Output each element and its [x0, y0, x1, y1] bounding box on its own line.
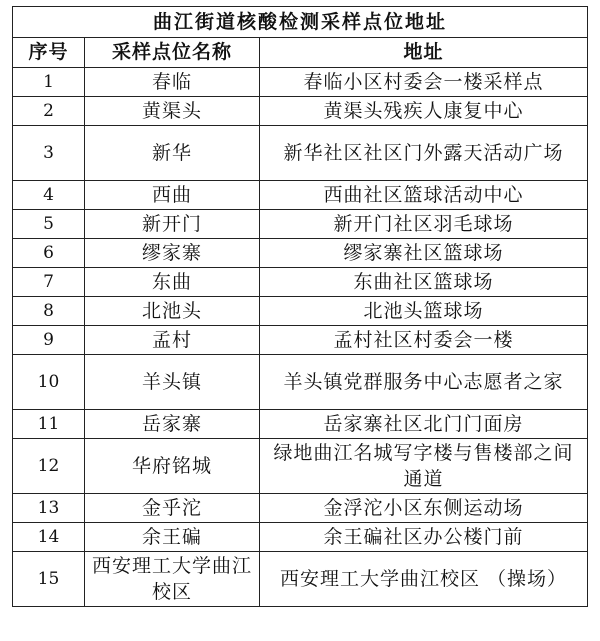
table-row [13, 268, 588, 297]
site-name: 余王碥 [85, 523, 260, 552]
row-number: 12 [13, 439, 85, 494]
table-row [13, 297, 588, 326]
site-name: 东曲 [85, 268, 260, 297]
site-address: 绿地曲江名城写字楼与售楼部之间通道 [260, 439, 588, 494]
site-address: 缪家寨社区篮球场 [260, 239, 588, 268]
row-number: 4 [13, 181, 85, 210]
site-name: 羊头镇 [85, 355, 260, 410]
site-name: 黄渠头 [85, 97, 260, 126]
table-row [13, 410, 588, 439]
site-name: 新华 [85, 126, 260, 181]
header-row [13, 38, 588, 68]
site-address: 羊头镇党群服务中心志愿者之家 [260, 355, 588, 410]
site-name: 华府铭城 [85, 439, 260, 494]
table-row [13, 439, 588, 494]
table-row [13, 355, 588, 410]
table-row [13, 126, 588, 181]
header-no: 序号 [13, 38, 85, 68]
row-number: 14 [13, 523, 85, 552]
row-number: 6 [13, 239, 85, 268]
sampling-sites-table [12, 6, 588, 607]
site-address: 金浮沱小区东侧运动场 [260, 494, 588, 523]
row-number: 15 [13, 552, 85, 607]
site-address: 新开门社区羽毛球场 [260, 210, 588, 239]
site-address: 春临小区村委会一楼采样点 [260, 68, 588, 97]
row-number: 3 [13, 126, 85, 181]
table-row [13, 326, 588, 355]
table-row [13, 552, 588, 607]
site-address: 余王碥社区办公楼门前 [260, 523, 588, 552]
site-address: 西安理工大学曲江校区 （操场） [260, 552, 588, 607]
site-name: 岳家寨 [85, 410, 260, 439]
header-address: 地址 [260, 38, 588, 68]
table-row [13, 494, 588, 523]
site-name: 金乎沱 [85, 494, 260, 523]
header-name: 采样点位名称 [85, 38, 260, 68]
site-name: 春临 [85, 68, 260, 97]
site-address: 西曲社区篮球活动中心 [260, 181, 588, 210]
site-address: 孟村社区村委会一楼 [260, 326, 588, 355]
row-number: 13 [13, 494, 85, 523]
table-row [13, 97, 588, 126]
site-address: 北池头篮球场 [260, 297, 588, 326]
site-name: 新开门 [85, 210, 260, 239]
row-number: 7 [13, 268, 85, 297]
table-row [13, 523, 588, 552]
table-row [13, 239, 588, 268]
row-number: 2 [13, 97, 85, 126]
site-address: 东曲社区篮球场 [260, 268, 588, 297]
sampling-sites-document [12, 6, 588, 607]
site-address: 岳家寨社区北门门面房 [260, 410, 588, 439]
row-number: 8 [13, 297, 85, 326]
site-address: 黄渠头残疾人康复中心 [260, 97, 588, 126]
row-number: 9 [13, 326, 85, 355]
site-name: 北池头 [85, 297, 260, 326]
site-name: 孟村 [85, 326, 260, 355]
row-number: 11 [13, 410, 85, 439]
table-row [13, 68, 588, 97]
table-title: 曲江街道核酸检测采样点位地址 [13, 7, 588, 38]
site-name: 西曲 [85, 181, 260, 210]
row-number: 10 [13, 355, 85, 410]
row-number: 1 [13, 68, 85, 97]
row-number: 5 [13, 210, 85, 239]
site-address: 新华社区社区门外露天活动广场 [260, 126, 588, 181]
table-row [13, 210, 588, 239]
table-row [13, 181, 588, 210]
site-name: 西安理工大学曲江校区 [85, 552, 260, 607]
site-name: 缪家寨 [85, 239, 260, 268]
